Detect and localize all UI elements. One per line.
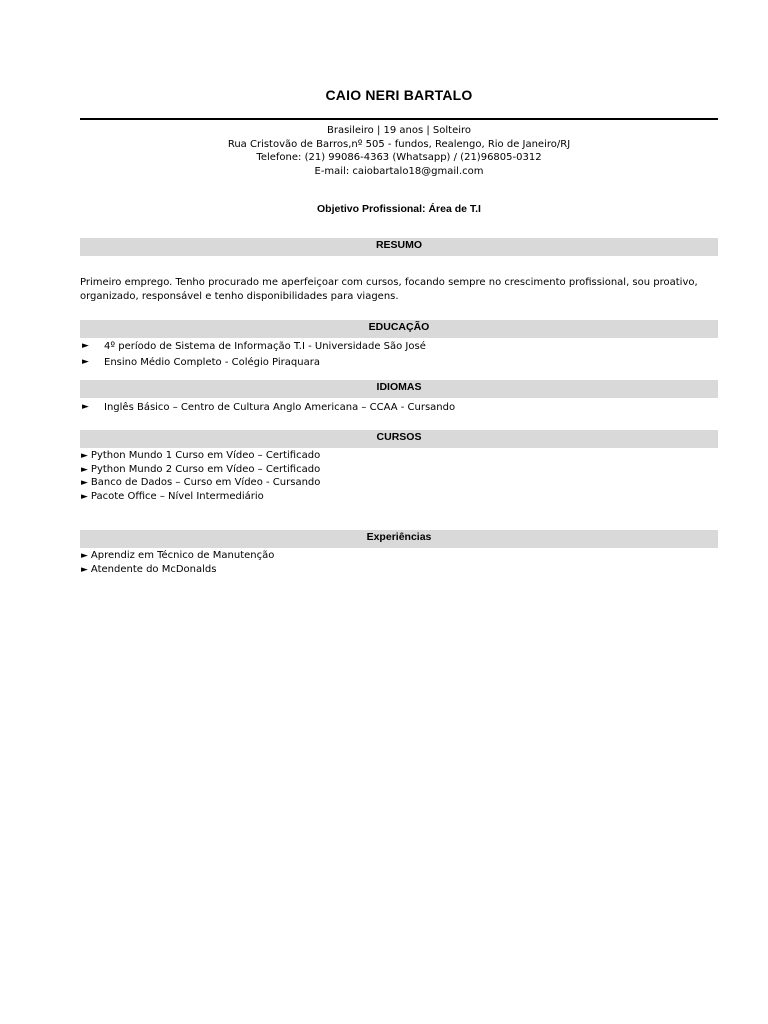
bullet-arrow-icon: ►	[82, 402, 89, 412]
experience-item: Aprendiz em Técnico de Manutenção	[90, 550, 275, 561]
bullet-arrow-icon: ►	[81, 451, 88, 461]
section-header-cursos: CURSOS	[80, 430, 718, 448]
contact-block	[80, 124, 718, 179]
bullet-arrow-icon: ►	[81, 564, 88, 575]
section-header-educacao: EDUCAÇÃO	[80, 320, 718, 338]
phone: Telefone: (21) 99086-4363 (Whatsapp) / (21)96805-0312	[256, 152, 542, 164]
list-item	[80, 340, 718, 356]
bullet-arrow-icon: ►	[82, 341, 89, 351]
list-item	[80, 401, 718, 417]
education-item: 4º período de Sistema de Informação T.I - Universidade São José	[104, 341, 426, 352]
course-item: Python Mundo 1 Curso em Vídeo – Certificado	[90, 450, 321, 461]
list-item	[80, 356, 718, 372]
professional-objective: Objetivo Profissional: Área de T.I	[317, 203, 481, 215]
courses-list	[80, 449, 718, 503]
bullet-arrow-icon: ►	[81, 478, 88, 489]
email: E-mail: caiobartalo18@gmail.com	[314, 166, 484, 178]
header-divider	[80, 118, 718, 120]
experience-item: Atendente do McDonalds	[90, 563, 217, 575]
list-item	[80, 449, 718, 463]
bullet-arrow-icon: ►	[81, 491, 88, 502]
experience-list	[80, 549, 718, 576]
list-item	[80, 549, 718, 563]
section-header-resumo: RESUMO	[80, 238, 718, 256]
education-list	[80, 340, 718, 372]
summary-text: Primeiro emprego. Tenho procurado me aperfeiçoar com cursos, focando sempre no crescimento profissional, sou proativo, organizado, responsável e tenho disponibilidades para viagens.	[80, 277, 698, 302]
bullet-arrow-icon: ►	[81, 551, 88, 561]
education-item: Ensino Médio Completo - Colégio Piraquara	[104, 357, 320, 368]
candidate-name: CAIO NERI BARTALO	[325, 87, 473, 103]
course-item: Python Mundo 2 Curso em Vídeo – Certificado	[90, 463, 321, 475]
address: Rua Cristovão de Barros,nº 505 - fundos, Realengo, Rio de Janeiro/RJ	[227, 138, 571, 150]
list-item	[80, 563, 718, 577]
bullet-arrow-icon: ►	[82, 357, 89, 367]
list-item	[80, 490, 718, 504]
languages-list	[80, 401, 718, 417]
bullet-arrow-icon: ►	[81, 464, 88, 475]
course-item: Banco de Dados – Curso em Vídeo - Cursando	[90, 477, 321, 489]
course-item: Pacote Office – Nível Intermediário	[90, 490, 264, 502]
list-item	[80, 463, 718, 477]
section-header-idiomas: IDIOMAS	[80, 380, 718, 398]
section-header-experiencias: Experiências	[80, 530, 718, 548]
language-item: Inglês Básico – Centro de Cultura Anglo Americana – CCAA - Cursando	[104, 402, 456, 413]
list-item	[80, 476, 718, 490]
personal-info: Brasileiro | 19 anos | Solteiro	[326, 125, 472, 136]
